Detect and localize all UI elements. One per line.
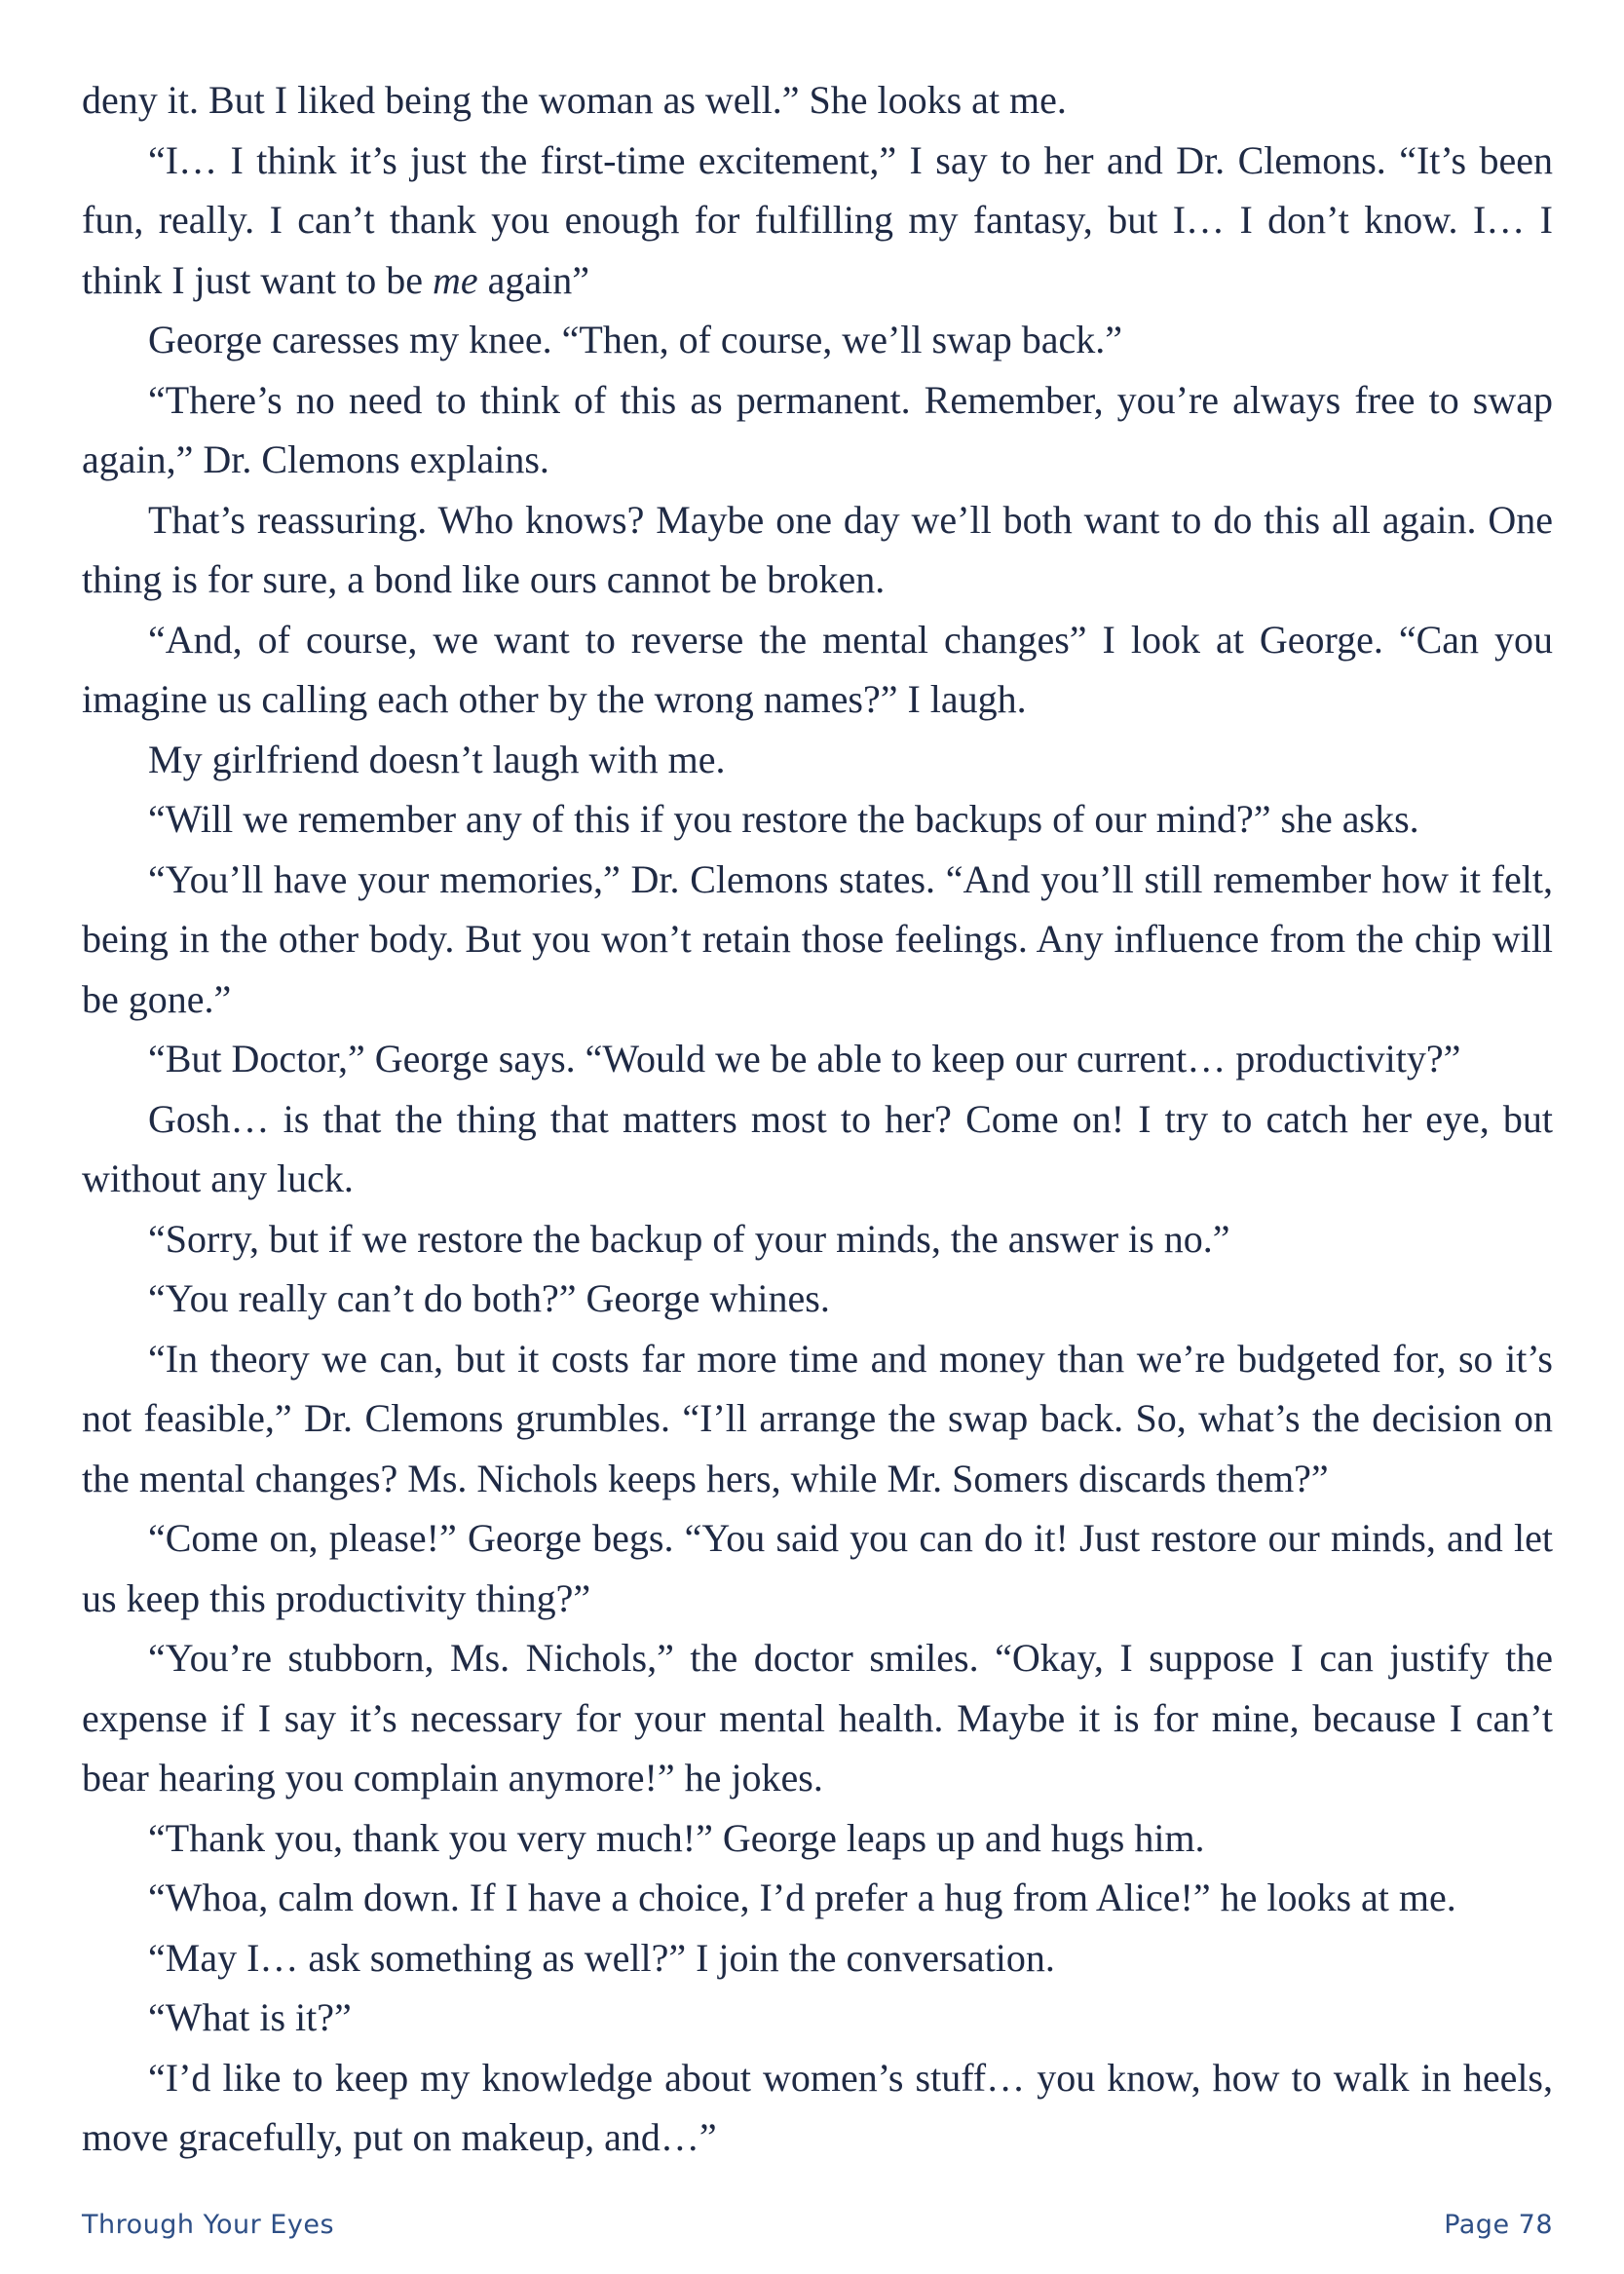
text-run: “Come on, please!” George begs. “You said you can do it! Just restore our minds, and let us keep this productivity thing?” — [82, 1516, 1553, 1620]
paragraph — [82, 610, 1553, 730]
text-run: That’s reassuring. Who knows? Maybe one day we’ll both want to do this all again. One thing is for sure, a bond like ours cannot be broken. — [82, 497, 1553, 601]
paragraph — [82, 1868, 1553, 1928]
paragraph — [82, 1089, 1553, 1209]
paragraph — [82, 1329, 1553, 1509]
page-footer — [82, 2210, 1553, 2240]
page-number: Page 78 — [1444, 2210, 1553, 2240]
text-run: “Whoa, calm down. If I have a choice, I’d prefer a hug from Alice!” he looks at me. — [148, 1876, 1456, 1919]
paragraph — [82, 490, 1553, 610]
text-run: “You’re stubborn, Ms. Nichols,” the doctor smiles. “Okay, I suppose I can justify the expense if I say it’s necessary for your mental health. Maybe it is for mine, because I can’t bear hearing you complain anymore!” he jokes. — [82, 1636, 1553, 1800]
paragraph — [82, 1209, 1553, 1270]
text-run: “And, of course, we want to reverse the mental changes” I look at George. “Can you imagine us calling each other by the wrong names?” I laugh. — [82, 617, 1553, 721]
page-body-text — [82, 70, 1553, 2168]
paragraph — [82, 1508, 1553, 1628]
paragraph — [82, 310, 1553, 370]
text-run: “Sorry, but if we restore the backup of your minds, the answer is no.” — [148, 1216, 1230, 1261]
text-run: George caresses my knee. “Then, of course, we’ll swap back.” — [148, 318, 1122, 361]
paragraph — [82, 1269, 1553, 1329]
text-run: “In theory we can, but it costs far more time and money than we’re budgeted for, so it’s not feasible,” Dr. Clemons grumbles. “I’ll arrange the swap back. So, what’s the decision on the mental changes? Ms. Nichols keeps hers, while Mr. Somers discards them?” — [82, 1336, 1553, 1500]
paragraph — [82, 2048, 1553, 2168]
text-run: deny it. But I liked being the woman as well.” She looks at me. — [82, 78, 1067, 122]
text-run: again” — [477, 257, 589, 302]
text-run: “There’s no need to think of this as permanent. Remember, you’re always free to swap again,” Dr. Clemons explains. — [82, 377, 1553, 481]
paragraph — [82, 131, 1553, 311]
paragraph — [82, 789, 1553, 850]
text-run: My girlfriend doesn’t laugh with me. — [148, 737, 726, 781]
book-title: Through Your Eyes — [82, 2210, 335, 2240]
paragraph — [82, 70, 1553, 131]
text-run: “Thank you, thank you very much!” George leaps up and hugs him. — [148, 1815, 1205, 1860]
text-run: “May I… ask something as well?” I join the conversation. — [148, 1935, 1055, 1980]
text-run: Gosh… is that the thing that matters most to her? Come on! I try to catch her eye, but without any luck. — [82, 1096, 1553, 1200]
paragraph — [82, 1988, 1553, 2048]
text-run: “I… I think it’s just the first-time excitement,” I say to her and Dr. Clemons. “It’s been fun, really. I can’t thank you enough for fulfilling my fantasy, but I… I don’t know. I… I think I just want to be — [82, 137, 1553, 302]
paragraph — [82, 1628, 1553, 1808]
emphasized-text: me — [432, 257, 478, 302]
paragraph — [82, 730, 1553, 790]
paragraph — [82, 1808, 1553, 1869]
paragraph — [82, 1928, 1553, 1989]
text-run: “Will we remember any of this if you restore the backups of our mind?” she asks. — [148, 797, 1419, 841]
text-run: “But Doctor,” George says. “Would we be able to keep our current… productivity?” — [148, 1037, 1461, 1080]
paragraph — [82, 850, 1553, 1030]
text-run: “You’ll have your memories,” Dr. Clemons states. “And you’ll still remember how it felt, being in the other body. But you won’t retain those feelings. Any influence from the chip will be gone.” — [82, 856, 1553, 1021]
paragraph — [82, 1029, 1553, 1089]
text-run: “You really can’t do both?” George whines. — [148, 1276, 830, 1320]
text-run: “I’d like to keep my knowledge about women’s stuff… you know, how to walk in heels, move gracefully, put on makeup, and…” — [82, 2055, 1553, 2159]
text-run: “What is it?” — [148, 1995, 352, 2039]
paragraph — [82, 370, 1553, 490]
